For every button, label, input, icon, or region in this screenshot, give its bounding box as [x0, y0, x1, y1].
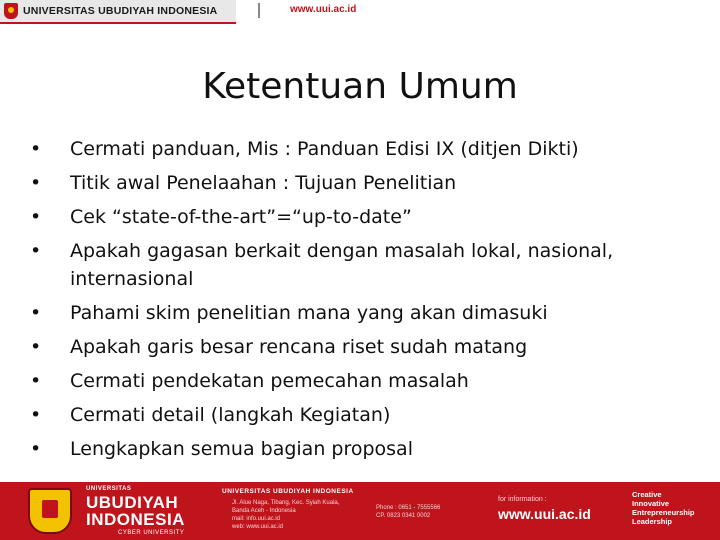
bullet-item	[30, 330, 690, 364]
footer-logo-subtitle: CYBER UNIVERSITY	[118, 530, 185, 536]
header-brand	[0, 0, 236, 22]
bullet-text: Cermati panduan, Mis : Panduan Edisi IX (ditjen Dikti)	[70, 138, 579, 160]
bullet-text: Lengkapkan semua bagian proposal	[70, 438, 413, 460]
bullet-dot-icon: •	[30, 240, 42, 262]
header-accent-line	[0, 22, 236, 24]
bullet-list	[30, 132, 690, 466]
bullet-dot-icon: •	[30, 138, 42, 160]
top-header	[0, 0, 720, 24]
footer-url-link[interactable]: www.uui.ac.id	[498, 506, 591, 522]
header-divider	[258, 3, 260, 18]
bullet-dot-icon: •	[30, 336, 42, 358]
bullet-item	[30, 200, 690, 234]
footer-banner	[0, 482, 720, 540]
footer-for-info-label: for information :	[498, 496, 547, 503]
bullet-text: Pahami skim penelitian mana yang akan dimasuki	[70, 302, 548, 324]
bullet-text: Apakah gagasan berkait dengan masalah lokal, nasional, internasional	[70, 240, 614, 290]
bullet-text: Titik awal Penelaahan : Tujuan Penelitian	[70, 172, 457, 194]
bullet-text: Apakah garis besar rencana riset sudah matang	[70, 336, 528, 358]
footer-address: Jl. Alue Naga, Tibang, Kec. Syiah Kuala, Banda Aceh - Indonesia mail: info.uui.ac.id web: www.uui.ac.id	[232, 500, 340, 530]
bullet-text: Cek “state-of-the-art”=“up-to-date”	[70, 206, 412, 228]
header-university-name: UNIVERSITAS UBUDIYAH INDONESIA	[23, 5, 218, 17]
footer-logo-line1: UBUDIYAH	[86, 493, 179, 512]
bullet-item	[30, 398, 690, 432]
bullet-dot-icon: •	[30, 370, 42, 392]
bullet-item	[30, 432, 690, 466]
bullet-item	[30, 364, 690, 398]
tagline-item: Leadership	[632, 517, 673, 526]
bullet-dot-icon: •	[30, 172, 42, 194]
bullet-item	[30, 166, 690, 200]
bullet-dot-icon: •	[30, 438, 42, 460]
footer-logo-line2: INDONESIA	[86, 510, 185, 529]
footer-taglines	[632, 490, 716, 526]
bullet-item	[30, 234, 690, 296]
tagline-item: Innovative	[632, 499, 670, 508]
university-crest-icon	[28, 488, 72, 534]
footer-center-title: UNIVERSITAS UBUDIYAH INDONESIA	[222, 488, 354, 495]
bullet-text: Cermati detail (langkah Kegiatan)	[70, 404, 391, 426]
footer-logo-small-text: UNIVERSITAS	[86, 486, 132, 492]
bullet-text: Cermati pendekatan pemecahan masalah	[70, 370, 469, 392]
bullet-dot-icon: •	[30, 404, 42, 426]
university-logo-icon	[4, 3, 18, 19]
footer-logo-block	[0, 482, 220, 540]
header-url-link[interactable]: www.uui.ac.id	[290, 4, 357, 15]
bullet-dot-icon: •	[30, 206, 42, 228]
bullet-dot-icon: •	[30, 302, 42, 324]
tagline-item: Creative	[632, 490, 662, 499]
tagline-item: Entrepreneurship	[632, 508, 695, 517]
slide-title: Ketentuan Umum	[202, 66, 518, 108]
bullet-item	[30, 132, 690, 166]
footer-phones: Phone : 0651 - 7555566 CP. 0823 0341 0002	[376, 505, 441, 519]
bullet-item	[30, 296, 690, 330]
